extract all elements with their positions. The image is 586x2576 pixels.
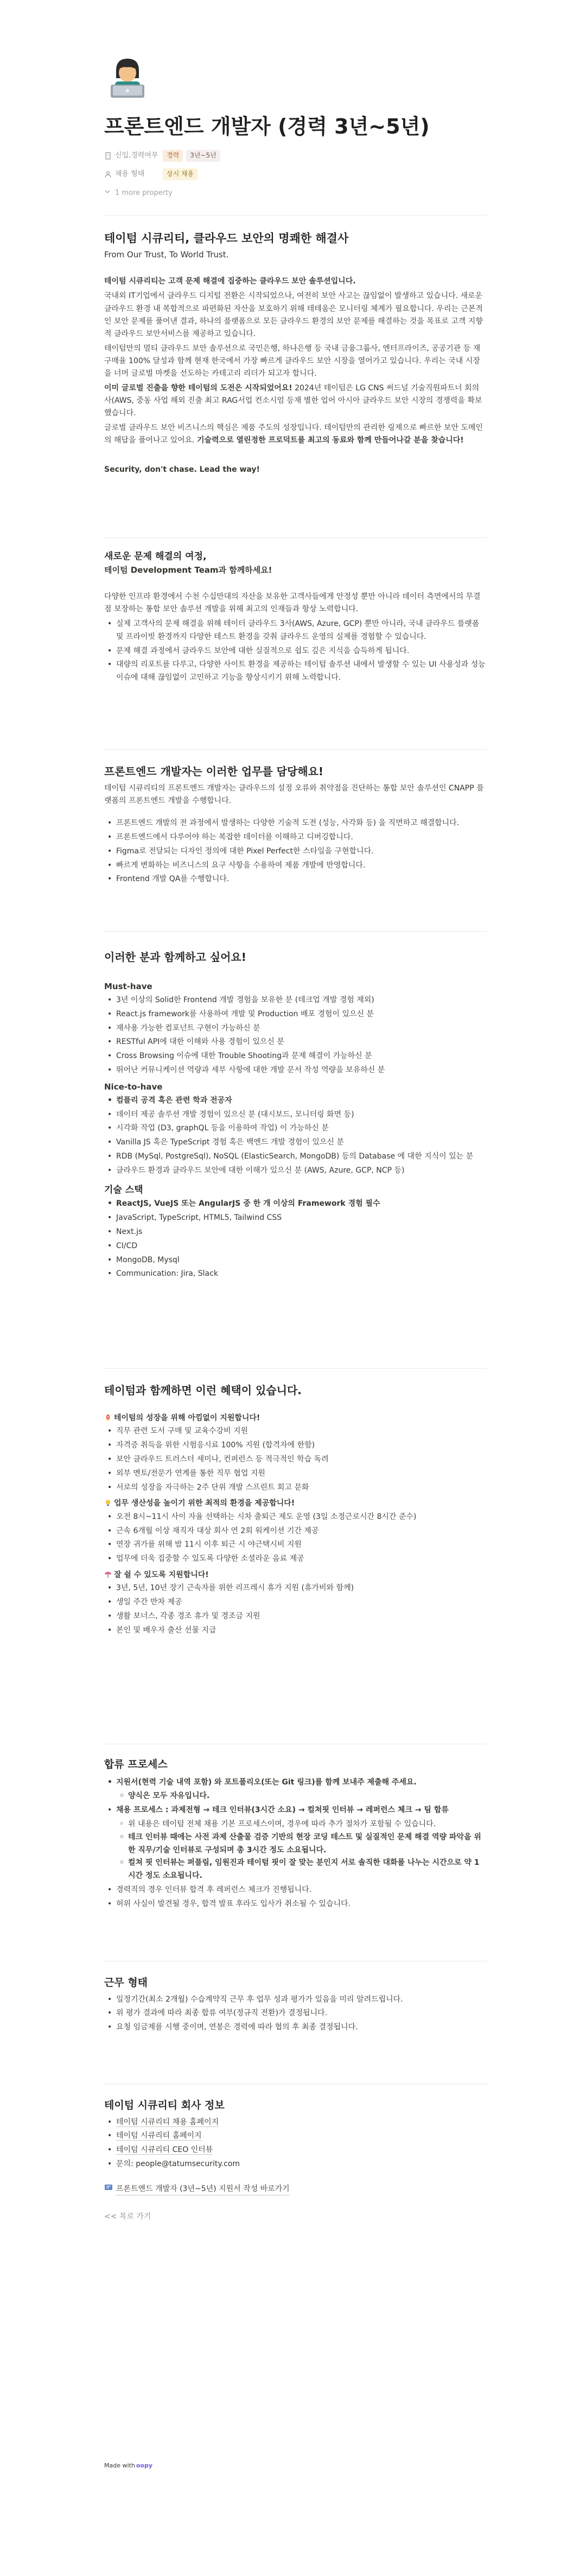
journey-heading: 새로운 문제 해결의 여정, <box>104 551 207 562</box>
journey-list <box>104 618 487 685</box>
list-item: • Cross Browsing 이슈에 대한 Trouble Shooting과 문제 해결이 가능하신 분 <box>104 1050 487 1063</box>
section-work <box>104 1976 487 2035</box>
journey-sub: 테이텀 Development Team과 함께하세요! <box>104 565 272 575</box>
list-item: • 연장 귀가를 위해 밤 11시 이후 퇴근 시 야근택시비 지원 <box>104 1539 487 1552</box>
list-item: • 실제 고객사의 문제 해결을 위해 테이터 클라우드 3사(AWS, Azure, GCP) 뿐만 아니라, 국내 클라우드 플랫폼 및 프라이빗 환경까지 다양한 테스트 환경을 갖춰 클라우드 운영의 실제를 경험할 수 있습니다. <box>104 618 487 644</box>
more-properties-label: 1 more property <box>115 188 173 197</box>
intro-p3 <box>104 382 487 420</box>
property-hire[interactable] <box>104 165 484 183</box>
list-item: ◦ 위 내용은 테이텀 전체 채용 기본 프로세스이며, 경우에 따라 추가 절차가 포함될 수 있습니다. <box>116 1818 487 1831</box>
benefits-group-2-label <box>104 1497 487 1509</box>
section-journey <box>104 550 487 686</box>
list-item: • ReactJS, VueJS 또는 AngularJS 중 한 개 이상의 Framework 경험 필수 <box>104 1198 487 1211</box>
duties-heading: 프론트엔드 개발자는 이러한 업무를 담당해요! <box>104 765 324 778</box>
benefits-group-2-list <box>104 1511 487 1566</box>
homepage-link[interactable]: 테이텀 시큐리티 홈페이지 <box>116 2131 202 2141</box>
list-item: • 데이터 제공 솔루션 개발 경험이 있으신 분 (대시보드, 모니터링 화면 등) <box>104 1109 487 1122</box>
list-item: • 경력직의 경우 인터뷰 합격 후 레퍼런스 체크가 진행됩니다. <box>104 1884 487 1897</box>
list-item: • JavaScript, TypeScript, HTML5, Tailwind CSS <box>104 1212 487 1225</box>
list-item: • 3년 이상의 Solid한 Frontend 개발 경험을 보유한 분 (테크업 개발 경험 제외) <box>104 994 487 1007</box>
footer[interactable] <box>104 2461 152 2471</box>
list-item: • 보안 클라우드 트러스터 세미나, 컨퍼런스 등 적극적인 학습 독려 <box>104 1453 487 1466</box>
tag-hire-type: 상시 채용 <box>163 168 198 180</box>
list-item: • Figma로 전달되는 디자인 정의에 대한 Pixel Perfect한 스타일을 구현합니다. <box>104 845 487 858</box>
page-link-icon <box>104 2183 113 2195</box>
list-item: • 직무 관련 도서 구매 및 교육수강비 지원 <box>104 1425 487 1438</box>
list-item: ◦ 컬쳐 핏 인터뷰는 퍼플림, 임원진과 테이텀 핏이 잘 맞는 분인지 서로 솔직한 대화를 나누는 시간으로 약 1시간 정도 소요됩니다. <box>116 1857 487 1883</box>
section-duties <box>104 764 487 887</box>
property-job-key <box>104 150 163 162</box>
duties-list <box>104 817 487 886</box>
intro-p4 <box>104 422 487 447</box>
building-icon <box>104 152 112 160</box>
intro-p1-bold: 테이텀 시큐리티는 고객 문제 해결에 집중하는 클라우드 보안 솔루션입니다. <box>104 277 356 286</box>
intro-p3-text: 2024년 테이텀은 LG CNS 써드널 기술직원파트너 회의 사(AWS, 중동 사업 해외 진출 최고 RAG서업 컨소시엄 등재 별한 업어 아시아 클라우드 보안 시장의 경쟁력을 확보했습니다. <box>104 384 482 418</box>
list-item: • 문의: people@tatumsecurity.com <box>104 2158 487 2171</box>
property-hire-key <box>104 169 163 180</box>
list-item: ◦ 양식은 모두 자유입니다. <box>116 1790 487 1803</box>
property-job[interactable] <box>104 147 484 165</box>
list-item: • 시각화 작업 (D3, graphQL 등을 이용하여 작업) 이 가능하신 분 <box>104 1122 487 1135</box>
wanted-heading: 이러한 분과 함께하고 싶어요! <box>104 951 246 964</box>
intro-p3-bold: 이미 글로벌 진출을 향한 테이텀의 도전은 시작되었어요! <box>104 384 292 393</box>
list-item: • 대량의 리포트를 다루고, 다양한 사이트 환경을 제공하는 테이텀 솔루션 내에서 발생할 수 있는 UI 사용성과 성능 이슈에 대해 끊임없이 고민하고 기능을 향상시키기 위해 노력합니다. <box>104 659 487 685</box>
list-item: • 재사용 가능한 컴포넌트 구현이 가능하신 분 <box>104 1022 487 1035</box>
list-item: • 클라우드 환경과 클라우드 보안에 대한 이해가 있으신 분 (AWS, Azure, GCP, NCP 등) <box>104 1164 487 1178</box>
benefits-group-3-label <box>104 1569 487 1581</box>
list-item: • Frontend 개발 QA를 수행합니다. <box>104 873 487 886</box>
apply-page-link-label[interactable]: 프론트엔드 개발자 (3년~5년) 지원서 작성 바로가기 <box>116 2183 290 2195</box>
process-step-1-sub <box>116 1790 487 1803</box>
list-item: • 허위 사실이 발견될 경우, 합격 발표 후라도 입사가 취소될 수 있습니다. <box>104 1898 487 1911</box>
list-item: • 오전 8시~11시 사이 자율 선택하는 시차 출퇴근 제도 운영 (3일 소정근로시간 8시간 준수) <box>104 1511 487 1524</box>
benefits-group-1-list <box>104 1425 487 1494</box>
list-item: • 자격증 취득을 위한 시험응시료 100% 지원 (합격자에 한함) <box>104 1439 487 1452</box>
footer-made-with: Made with <box>104 2462 135 2469</box>
company-heading: 테이텀 시큐리티 회사 정보 <box>104 2099 225 2111</box>
list-item: • 근속 6개월 이상 재직자 대상 회사 연 2회 워케이션 기간 제공 <box>104 1525 487 1538</box>
list-item[interactable] <box>104 2116 487 2129</box>
intro-sub: From Our Trust, To World Trust. <box>104 250 229 260</box>
list-item <box>104 1776 487 1803</box>
chevron-down-icon <box>104 188 111 199</box>
list-item: • 뛰어난 커뮤니케이션 역량과 세부 사항에 대한 개발 문서 작성 역량을 보유하신 분 <box>104 1064 487 1077</box>
list-item: • React.js framework를 사용하여 개발 및 Production 배포 경험이 있으신 분 <box>104 1008 487 1021</box>
apply-page-link[interactable] <box>104 2183 487 2195</box>
company-list <box>104 2116 487 2171</box>
list-item: • RESTful API에 대한 이해와 사용 경험이 있으신 분 <box>104 1036 487 1049</box>
properties <box>104 147 484 201</box>
intro-p4-text: 글로벌 클라우드 보안 비즈니스의 핵심은 제품 주도의 성장입니다. 테이텀만의 관리한 링제으로 빠르한 보안 도메인의 해답을 풀어나고 있어요. <box>104 423 483 445</box>
divider <box>104 749 487 750</box>
list-item: • 위 평가 결과에 따라 최종 합류 여부(정규직 전환)가 결정됩니다. <box>104 2007 487 2020</box>
list-item: • 업무에 더욱 집중할 수 있도록 다양한 소셜라운 음료 제공 <box>104 1553 487 1566</box>
stack-list <box>104 1198 487 1281</box>
intro-p2: 테이텀만의 멀티 클라우드 보안 솔루션으로 국민은행, 하나은행 등 국내 금융그룹사, 엔터프라이즈, 공공기관 등 재구매율 100% 달성과 함께 현재 한국에서 가장 빠르게 클라우드 보안 시장을 열어가고 있습니다. 우리는 국내 시장을 너머 글로벌 마켓을 선도하는 카테고리 리더가 되고자 합니다. <box>104 344 481 378</box>
duties-p1: 테이텀 시큐리티의 프론트엔드 개발자는 클라우드의 설정 오류와 취약점을 진단하는 통합 보안 솔루션인 CNAPP 플랫폼의 프론트엔드 개발을 수행합니다. <box>104 784 484 806</box>
list-item: • 컴플리 공격 혹은 관련 학과 전공자 <box>104 1094 487 1107</box>
intro-heading: 테이텀 시큐리티, 클라우드 보안의 명쾌한 해결사 <box>104 232 349 245</box>
tag-years: 3년~5년 <box>186 150 220 161</box>
benefits-group-3-text: 잘 쉴 수 있도록 지원합니다! <box>114 1570 209 1579</box>
list-item: • 프론트엔드 개발의 전 과정에서 발생하는 다양한 기술적 도전 (성능, 사각화 등) 을 직면하고 해결합니다. <box>104 817 487 830</box>
journey-p1: 다양한 인프라 환경에서 수천 수십만대의 자산을 보유한 고객사들에게 안정성 뿐만 아니라 데이터 측면에서의 무결점 보장하는 통합 보안 솔루션 개발을 위해 최고의 인재들과 항상 노력합니다. <box>104 592 481 613</box>
list-item: • 프론트엔드에서 다루어야 하는 복잡한 데이터를 이해하고 디버깅합니다. <box>104 831 487 844</box>
list-item[interactable] <box>104 2130 487 2143</box>
back-to-list-link[interactable] <box>104 2211 487 2223</box>
section-intro <box>104 231 487 476</box>
list-item: • 외부 멘토/전문가 연계를 통한 직무 협업 지원 <box>104 1467 487 1480</box>
back-to-list-label[interactable]: << 목로 가기 <box>104 2212 151 2221</box>
nice-to-have-list <box>104 1094 487 1178</box>
intro-p1: 국내외 IT기업에서 클라우드 디지털 전환은 시작되었으나, 여전히 보안 사고는 끊임없이 발생하고 있습니다. 새로운 클라우드 환경 내 복합적으로 파편화된 자산을 보호하기 위해 테테움은 모니터링 체계가 필요합니다. 우리는 근본적인 보안 문제를 풀어낸 결과, 하나의 플랫폼으로 모든 클라우드 환경의 보안 문제를 해결하는 것을 목표로 고객 지향적 클라우드 보안서비스를 제공하고 있습니다. <box>104 292 483 338</box>
section-process <box>104 1758 487 1912</box>
property-job-label: 신입,경력여부 <box>115 151 158 160</box>
must-have-list <box>104 994 487 1077</box>
list-item: ◦ 테크 인터뷰 때에는 사전 과제 산출물 검증 기반의 현장 코딩 테스트 및 실질적인 문제 해결 역량 파악을 위한 직무/기술 인터뷰로 구성되며 총 3시간 정도 소요됩니다. <box>116 1831 487 1857</box>
person-at-laptop-icon <box>104 54 151 101</box>
list-item: • 본인 및 배우자 출산 선물 지급 <box>104 1624 487 1637</box>
section-company <box>104 2099 487 2223</box>
list-item: • 일정기간(최소 2개월) 수습계약직 근무 후 업무 성과 평가가 있음을 미리 알려드립니다. <box>104 1993 487 2007</box>
list-item: • Vanilla JS 혹은 TypeScript 경험 혹은 백엔드 개발 경험이 있으신 분 <box>104 1136 487 1149</box>
ceo-interview-link[interactable]: 테이텀 시큐리티 CEO 인터뷰 <box>116 2145 213 2155</box>
must-have-label: Must-have <box>104 982 152 991</box>
process-heading: 합류 프로세스 <box>104 1758 168 1770</box>
process-step-1: 지원서(현력 기술 내역 포함) 와 포트폴리오(또는 Git 링크)를 함께 보내주 제출해 주세요. <box>116 1777 417 1787</box>
list-item: • RDB (MySql, PostgreSql), NoSQL (ElasticSearch, MongoDB) 등의 Database 에 대한 지식이 있는 분 <box>104 1150 487 1163</box>
section-benefits <box>104 1383 487 1638</box>
list-item: • 빠르게 변화하는 비즈니스의 요구 사항을 수용하여 제품 개발에 반영합니다. <box>104 859 487 872</box>
more-properties-toggle[interactable] <box>104 186 484 201</box>
list-item: • 3년, 5년, 10년 장기 근속자를 위한 리프레시 휴가 지원 (휴가비와 함께) <box>104 1582 487 1595</box>
work-heading: 근무 형태 <box>104 1977 148 1989</box>
intro-slogan: Security, don't chase. Lead the way! <box>104 465 260 474</box>
property-hire-label: 채용 형태 <box>115 169 145 178</box>
intro-p4-bold: 기술력으로 열린정한 프로덕트를 최고의 동료와 함께 만들어나갈 분을 찾습니다! <box>197 436 464 445</box>
stack-heading: 기술 스택 <box>104 1184 143 1195</box>
list-item[interactable] <box>104 2144 487 2157</box>
tag-career: 경력 <box>163 150 183 161</box>
list-item <box>104 1804 487 1883</box>
list-item: • 요청 임금제를 시행 중이며, 연봉은 경력에 따라 협의 후 최종 결정됩니다. <box>104 2021 487 2034</box>
list-item: • CI/CD <box>104 1240 487 1253</box>
page-title: 프론트엔드 개발자 (경력 3년~5년) <box>104 115 430 138</box>
list-item: • 문제 해결 과정에서 클라우드 보안에 대한 실질적으로 쉽도 깊은 지식을 습득하게 됩니다. <box>104 645 487 658</box>
divider <box>104 537 487 538</box>
nice-to-have-label: Nice-to-have <box>104 1081 163 1092</box>
divider <box>104 215 487 216</box>
footer-brand[interactable]: oopy <box>136 2462 152 2469</box>
rocket-icon <box>104 1413 112 1421</box>
section-wanted <box>104 950 487 1282</box>
list-item: • 서로의 성장을 자극하는 2주 단위 개발 스프린트 회고 문화 <box>104 1482 487 1495</box>
list-item: • 생활 보너스, 각종 경조 휴가 및 경조금 지원 <box>104 1610 487 1623</box>
person-icon <box>104 170 112 178</box>
careers-link[interactable]: 테이텀 시큐리티 채용 홈페이지 <box>116 2117 219 2126</box>
list-item: • Next.js <box>104 1226 487 1239</box>
benefits-group-3-list <box>104 1582 487 1637</box>
benefits-group-1-label <box>104 1412 487 1424</box>
lightbulb-icon <box>104 1498 112 1506</box>
process-list <box>104 1776 487 1911</box>
list-item: • 생일 주간 반차 제공 <box>104 1596 487 1609</box>
benefits-heading: 테이텀과 함께하면 이런 혜택이 있습니다. <box>104 1384 302 1397</box>
process-step-2: 채용 프로세스 : 과제전형 → 테크 인터뷰(3시간 소요) → 컬쳐핏 인터뷰 → 레퍼런스 체크 → 팀 합류 <box>116 1806 449 1815</box>
beach-umbrella-icon <box>104 1570 112 1578</box>
divider <box>104 1368 487 1369</box>
list-item: • MongoDB, Mysql <box>104 1254 487 1267</box>
divider <box>104 931 487 932</box>
list-item: • Communication: Jira, Slack <box>104 1268 487 1281</box>
benefits-group-1-text: 테이텀의 성장을 위해 아낌없이 지원합니다! <box>114 1414 260 1422</box>
process-step-2-sub <box>116 1818 487 1883</box>
work-list <box>104 1993 487 2034</box>
benefits-group-2-text: 업무 생산성을 높이기 위한 최적의 환경을 제공합니다! <box>114 1499 295 1508</box>
